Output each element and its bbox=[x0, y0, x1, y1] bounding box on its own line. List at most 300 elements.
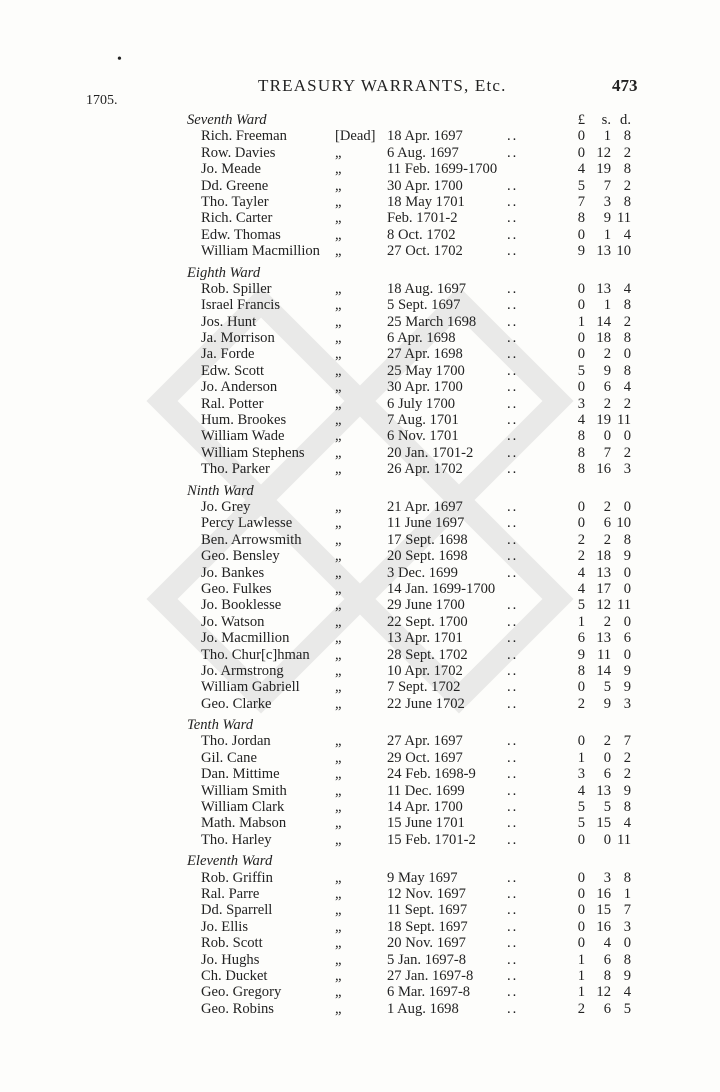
amount-shillings: 12 bbox=[596, 144, 611, 161]
amount-shillings: 13 bbox=[596, 564, 611, 581]
warrant-date: 9 May 1697 bbox=[387, 869, 458, 886]
warrant-row bbox=[185, 630, 640, 646]
payee-name: Geo. Robins bbox=[201, 1000, 274, 1017]
amount-pence: 11 bbox=[616, 210, 631, 227]
warrant-date: 21 Apr. 1697 bbox=[387, 498, 463, 515]
amount-pounds: 8 bbox=[577, 210, 585, 227]
ditto-mark: „ bbox=[335, 799, 342, 816]
amount-shillings: 6 bbox=[603, 379, 611, 396]
amount-pounds: 1 bbox=[577, 749, 585, 766]
payee-name: Jo. Anderson bbox=[201, 379, 278, 396]
warrant-row bbox=[185, 297, 640, 313]
leader-dots: .. bbox=[507, 695, 519, 712]
ditto-mark: „ bbox=[335, 226, 342, 243]
warrant-row bbox=[185, 412, 640, 428]
payee-name: Gil. Cane bbox=[201, 749, 257, 766]
page-number: 473 bbox=[612, 76, 638, 95]
amount-shillings: 13 bbox=[596, 243, 611, 260]
amount-pounds: 2 bbox=[577, 531, 585, 548]
ditto-mark: „ bbox=[335, 444, 342, 461]
amount-pounds: 1 bbox=[577, 984, 585, 1001]
amount-pounds: 8 bbox=[577, 428, 585, 445]
payee-name: Edw. Thomas bbox=[201, 226, 281, 243]
ditto-mark: „ bbox=[335, 280, 342, 297]
ditto-mark: „ bbox=[335, 695, 342, 712]
amount-pounds: 0 bbox=[577, 144, 585, 161]
leader-dots: .. bbox=[507, 297, 519, 314]
amount-pence: 2 bbox=[623, 749, 631, 766]
amount-pence: 8 bbox=[623, 869, 631, 886]
warrant-row bbox=[185, 128, 640, 144]
leader-dots: .. bbox=[507, 935, 519, 952]
amount-shillings: 7 bbox=[603, 177, 611, 194]
warrant-row bbox=[185, 663, 640, 679]
amount-pence: 9 bbox=[623, 548, 631, 565]
warrant-row bbox=[185, 902, 640, 918]
warrant-row bbox=[185, 832, 640, 848]
warrant-date: 11 Dec. 1699 bbox=[387, 782, 465, 799]
amount-pounds: 0 bbox=[577, 297, 585, 314]
amount-pounds: 1 bbox=[577, 313, 585, 330]
amount-pence: 8 bbox=[623, 297, 631, 314]
warrant-row bbox=[185, 647, 640, 663]
payee-name: Jo. Meade bbox=[201, 161, 261, 178]
warrant-date: 27 Oct. 1702 bbox=[387, 243, 463, 260]
amount-pence: 3 bbox=[623, 695, 631, 712]
payee-name: Row. Davies bbox=[201, 144, 276, 161]
leader-dots: .. bbox=[507, 226, 519, 243]
leader-dots: .. bbox=[507, 210, 519, 227]
leader-dots: .. bbox=[507, 885, 519, 902]
warrant-row bbox=[185, 696, 640, 712]
ditto-mark: „ bbox=[335, 815, 342, 832]
amount-pence: 11 bbox=[616, 831, 631, 848]
payee-name: William Gabriell bbox=[201, 679, 300, 696]
leader-dots: .. bbox=[507, 515, 519, 532]
warrant-date: 15 June 1701 bbox=[387, 815, 465, 832]
leader-dots: .. bbox=[507, 679, 519, 696]
leader-dots: .. bbox=[507, 346, 519, 363]
warrant-row bbox=[185, 597, 640, 613]
payee-name: Geo. Fulkes bbox=[201, 580, 272, 597]
leader-dots: .. bbox=[507, 144, 519, 161]
amount-pence: 3 bbox=[623, 461, 631, 478]
warrant-date: Feb. 1701-2 bbox=[387, 210, 458, 227]
warrant-row bbox=[185, 363, 640, 379]
warrant-date: 11 Sept. 1697 bbox=[387, 902, 468, 919]
warrant-row bbox=[185, 346, 640, 362]
ditto-mark: „ bbox=[335, 869, 342, 886]
payee-name: Math. Mabson bbox=[201, 815, 287, 832]
amount-shillings: 2 bbox=[603, 498, 611, 515]
ditto-mark: „ bbox=[335, 548, 342, 565]
amount-shillings: 3 bbox=[603, 193, 611, 210]
ditto-mark: „ bbox=[335, 918, 342, 935]
amount-pence: 2 bbox=[623, 395, 631, 412]
amount-shillings: 16 bbox=[596, 918, 611, 935]
warrant-row bbox=[185, 733, 640, 749]
warrant-row bbox=[185, 870, 640, 886]
warrant-date: 29 Oct. 1697 bbox=[387, 749, 463, 766]
warrant-row bbox=[185, 783, 640, 799]
amount-pounds: 4 bbox=[577, 580, 585, 597]
amount-pence: 4 bbox=[623, 226, 631, 243]
ditto-mark: „ bbox=[335, 177, 342, 194]
amount-pence: 3 bbox=[623, 918, 631, 935]
amount-pounds: 0 bbox=[577, 226, 585, 243]
warrant-row bbox=[185, 396, 640, 412]
amount-pence: 8 bbox=[623, 531, 631, 548]
leader-dots: .. bbox=[507, 815, 519, 832]
warrant-row bbox=[185, 614, 640, 630]
amount-shillings: 1 bbox=[603, 226, 611, 243]
amount-pence: 5 bbox=[623, 1000, 631, 1017]
ditto-mark: „ bbox=[335, 564, 342, 581]
amount-pence: 0 bbox=[623, 346, 631, 363]
amount-shillings: 13 bbox=[596, 782, 611, 799]
amount-pounds: 3 bbox=[577, 766, 585, 783]
warrant-date: 18 Aug. 1697 bbox=[387, 280, 467, 297]
amount-pounds: 0 bbox=[577, 379, 585, 396]
leader-dots: .. bbox=[507, 646, 519, 663]
amount-pounds: 4 bbox=[577, 161, 585, 178]
ditto-mark: „ bbox=[335, 782, 342, 799]
amount-shillings: 19 bbox=[596, 161, 611, 178]
warrant-date: 6 July 1700 bbox=[387, 395, 456, 412]
amount-pounds: 2 bbox=[577, 1000, 585, 1017]
ditto-mark: „ bbox=[335, 967, 342, 984]
amount-pence: 4 bbox=[623, 280, 631, 297]
warrant-date: 14 Jan. 1699-1700 bbox=[387, 580, 496, 597]
amount-shillings: 2 bbox=[603, 531, 611, 548]
leader-dots: .. bbox=[507, 128, 519, 145]
warrant-row bbox=[185, 815, 640, 831]
amount-pounds: 3 bbox=[577, 395, 585, 412]
ditto-mark: „ bbox=[335, 646, 342, 663]
warrant-date: 25 March 1698 bbox=[387, 313, 477, 330]
payee-name: Tho. Jordan bbox=[201, 733, 271, 750]
amount-shillings: 14 bbox=[596, 662, 611, 679]
warrant-row bbox=[185, 968, 640, 984]
warrant-date: 6 Nov. 1701 bbox=[387, 428, 459, 445]
amount-pounds: 0 bbox=[577, 869, 585, 886]
ditto-mark: „ bbox=[335, 412, 342, 429]
amount-pence: 8 bbox=[623, 128, 631, 145]
amount-pence: 0 bbox=[623, 613, 631, 630]
warrant-date: 3 Dec. 1699 bbox=[387, 564, 458, 581]
payee-name: Jo. Hughs bbox=[201, 951, 260, 968]
warrant-date: 18 May 1701 bbox=[387, 193, 465, 210]
warrant-date: 11 Feb. 1699-1700 bbox=[387, 161, 498, 178]
amount-shillings: 6 bbox=[603, 1000, 611, 1017]
amount-pounds: 0 bbox=[577, 679, 585, 696]
payee-name: William Macmillion bbox=[201, 243, 320, 260]
amount-shillings: 0 bbox=[603, 428, 611, 445]
payee-name: Geo. Clarke bbox=[201, 695, 272, 712]
warrant-date: 20 Nov. 1697 bbox=[387, 935, 466, 952]
warrant-row bbox=[185, 330, 640, 346]
warrant-row bbox=[185, 984, 640, 1000]
payee-name: Edw. Scott bbox=[201, 362, 265, 379]
amount-shillings: 18 bbox=[596, 548, 611, 565]
amount-pence: 4 bbox=[623, 815, 631, 832]
amount-pounds: 0 bbox=[577, 902, 585, 919]
warrant-date: 27 Jan. 1697-8 bbox=[387, 967, 474, 984]
amount-pounds: 1 bbox=[577, 951, 585, 968]
leader-dots: .. bbox=[507, 831, 519, 848]
amount-shillings: 12 bbox=[596, 984, 611, 1001]
amount-shillings: 15 bbox=[596, 815, 611, 832]
payee-name: Rob. Spiller bbox=[201, 280, 272, 297]
warrant-date: 7 Aug. 1701 bbox=[387, 412, 459, 429]
leader-dots: .. bbox=[507, 951, 519, 968]
warrant-row bbox=[185, 445, 640, 461]
warrant-date: 14 Apr. 1700 bbox=[387, 799, 463, 816]
leader-dots: .. bbox=[507, 330, 519, 347]
amount-pounds: 5 bbox=[577, 362, 585, 379]
ward-section bbox=[185, 112, 640, 260]
amount-shillings: 1 bbox=[603, 297, 611, 314]
amount-pounds: 1 bbox=[577, 967, 585, 984]
ditto-mark: „ bbox=[335, 428, 342, 445]
warrant-row bbox=[185, 243, 640, 259]
warrant-row bbox=[185, 281, 640, 297]
leader-dots: .. bbox=[507, 564, 519, 581]
warrant-row bbox=[185, 515, 640, 531]
amount-pence: 0 bbox=[623, 564, 631, 581]
warrant-date: 24 Feb. 1698-9 bbox=[387, 766, 476, 783]
warrant-date: 12 Nov. 1697 bbox=[387, 885, 466, 902]
warrant-date: 7 Sept. 1702 bbox=[387, 679, 461, 696]
ditto-mark: „ bbox=[335, 613, 342, 630]
leader-dots: .. bbox=[507, 766, 519, 783]
pence-header: d. bbox=[620, 112, 631, 128]
leader-dots: .. bbox=[507, 177, 519, 194]
warrant-date: 22 Sept. 1700 bbox=[387, 613, 468, 630]
amount-shillings: 16 bbox=[596, 461, 611, 478]
warrant-row bbox=[185, 532, 640, 548]
ward-title: Ninth Ward bbox=[187, 482, 254, 499]
warrant-row bbox=[185, 227, 640, 243]
payee-name: Israel Francis bbox=[201, 297, 281, 314]
warrant-date: 5 Sept. 1697 bbox=[387, 297, 461, 314]
payee-name: Dan. Mittime bbox=[201, 766, 280, 783]
amount-pence: 8 bbox=[623, 161, 631, 178]
amount-pence: 11 bbox=[616, 597, 631, 614]
warrant-row bbox=[185, 919, 640, 935]
amount-pence: 4 bbox=[623, 984, 631, 1001]
warrant-row bbox=[185, 750, 640, 766]
ditto-mark: „ bbox=[335, 531, 342, 548]
amount-pounds: 9 bbox=[577, 646, 585, 663]
ditto-mark: „ bbox=[335, 580, 342, 597]
leader-dots: .. bbox=[507, 280, 519, 297]
amount-shillings: 5 bbox=[603, 799, 611, 816]
amount-shillings: 9 bbox=[603, 210, 611, 227]
ditto-mark: „ bbox=[335, 193, 342, 210]
leader-dots: .. bbox=[507, 613, 519, 630]
amount-pounds: 2 bbox=[577, 548, 585, 565]
amount-pence: 8 bbox=[623, 362, 631, 379]
amount-pence: 10 bbox=[616, 515, 631, 532]
amount-pounds: 4 bbox=[577, 564, 585, 581]
amount-pence: 2 bbox=[623, 313, 631, 330]
leader-dots: .. bbox=[507, 243, 519, 260]
warrant-row bbox=[185, 461, 640, 477]
leader-dots: .. bbox=[507, 1000, 519, 1017]
payee-name: William Wade bbox=[201, 428, 285, 445]
payee-name: Ben. Arrowsmith bbox=[201, 531, 302, 548]
amount-pounds: 8 bbox=[577, 444, 585, 461]
payee-name: Tho. Tayler bbox=[201, 193, 269, 210]
amount-shillings: 6 bbox=[603, 515, 611, 532]
amount-pounds: 0 bbox=[577, 515, 585, 532]
payee-name: Rob. Scott bbox=[201, 935, 263, 952]
amount-pence: 9 bbox=[623, 679, 631, 696]
warrant-row bbox=[185, 581, 640, 597]
ditto-mark: „ bbox=[335, 662, 342, 679]
leader-dots: .. bbox=[507, 412, 519, 429]
amount-pounds: 5 bbox=[577, 799, 585, 816]
amount-pence: 0 bbox=[623, 646, 631, 663]
ditto-mark: „ bbox=[335, 461, 342, 478]
leader-dots: .. bbox=[507, 967, 519, 984]
payee-name: Rob. Griffin bbox=[201, 869, 273, 886]
amount-pounds: 0 bbox=[577, 885, 585, 902]
ditto-mark: „ bbox=[335, 144, 342, 161]
payee-name: Rich. Carter bbox=[201, 210, 273, 227]
warrant-row bbox=[185, 935, 640, 951]
ward-section bbox=[185, 853, 640, 1017]
warrant-row bbox=[185, 952, 640, 968]
ward-title: Tenth Ward bbox=[187, 717, 254, 734]
amount-pounds: 0 bbox=[577, 918, 585, 935]
amount-pence: 6 bbox=[623, 630, 631, 647]
warrant-date: 6 Mar. 1697-8 bbox=[387, 984, 471, 1001]
ditto-mark: „ bbox=[335, 902, 342, 919]
payee-name: William Stephens bbox=[201, 444, 305, 461]
payee-name: Jos. Hunt bbox=[201, 313, 257, 330]
payee-name: Dd. Greene bbox=[201, 177, 269, 194]
leader-dots: .. bbox=[507, 379, 519, 396]
ditto-mark: [Dead] bbox=[335, 128, 376, 145]
warrant-date: 22 June 1702 bbox=[387, 695, 465, 712]
amount-pence: 9 bbox=[623, 782, 631, 799]
ditto-mark: „ bbox=[335, 831, 342, 848]
payee-name: Geo. Gregory bbox=[201, 984, 282, 1001]
warrant-row bbox=[185, 565, 640, 581]
amount-shillings: 9 bbox=[603, 362, 611, 379]
warrant-date: 27 Apr. 1697 bbox=[387, 733, 463, 750]
warrant-date: 13 Apr. 1701 bbox=[387, 630, 463, 647]
amount-pence: 2 bbox=[623, 444, 631, 461]
ditto-mark: „ bbox=[335, 1000, 342, 1017]
amount-pounds: 8 bbox=[577, 461, 585, 478]
amount-pounds: 8 bbox=[577, 662, 585, 679]
amount-pounds: 0 bbox=[577, 346, 585, 363]
amount-shillings: 8 bbox=[603, 967, 611, 984]
amount-pounds: 5 bbox=[577, 597, 585, 614]
warrant-row bbox=[185, 886, 640, 902]
leader-dots: .. bbox=[507, 662, 519, 679]
ditto-mark: „ bbox=[335, 395, 342, 412]
warrant-row bbox=[185, 499, 640, 515]
amount-pence: 8 bbox=[623, 951, 631, 968]
payee-name: Ral. Potter bbox=[201, 395, 264, 412]
amount-shillings: 2 bbox=[603, 346, 611, 363]
leader-dots: .. bbox=[507, 193, 519, 210]
ditto-mark: „ bbox=[335, 379, 342, 396]
warrant-date: 29 June 1700 bbox=[387, 597, 465, 614]
amount-pounds: 0 bbox=[577, 935, 585, 952]
payee-name: Jo. Armstrong bbox=[201, 662, 284, 679]
payee-name: Dd. Sparrell bbox=[201, 902, 273, 919]
payee-name: Jo. Macmillion bbox=[201, 630, 290, 647]
warrant-row bbox=[185, 210, 640, 226]
amount-pounds: 7 bbox=[577, 193, 585, 210]
amount-pounds: 5 bbox=[577, 815, 585, 832]
ditto-mark: „ bbox=[335, 733, 342, 750]
amount-pounds: 0 bbox=[577, 498, 585, 515]
amount-pounds: 2 bbox=[577, 695, 585, 712]
amount-pounds: 0 bbox=[577, 280, 585, 297]
warrant-date: 26 Apr. 1702 bbox=[387, 461, 463, 478]
leader-dots: .. bbox=[507, 395, 519, 412]
leader-dots: .. bbox=[507, 749, 519, 766]
amount-pence: 0 bbox=[623, 428, 631, 445]
amount-shillings: 14 bbox=[596, 313, 611, 330]
leader-dots: .. bbox=[507, 498, 519, 515]
stray-mark: • bbox=[117, 52, 122, 67]
ditto-mark: „ bbox=[335, 346, 342, 363]
leader-dots: .. bbox=[507, 461, 519, 478]
amount-pounds: 9 bbox=[577, 243, 585, 260]
amount-pence: 2 bbox=[623, 766, 631, 783]
ward-section bbox=[185, 265, 640, 478]
warrant-date: 20 Jan. 1701-2 bbox=[387, 444, 474, 461]
amount-pence: 0 bbox=[623, 580, 631, 597]
amount-shillings: 13 bbox=[596, 280, 611, 297]
amount-pence: 7 bbox=[623, 902, 631, 919]
payee-name: Percy Lawlesse bbox=[201, 515, 293, 532]
leader-dots: .. bbox=[507, 918, 519, 935]
warrant-date: 6 Apr. 1698 bbox=[387, 330, 456, 347]
warrant-date: 11 June 1697 bbox=[387, 515, 465, 532]
warrant-date: 25 May 1700 bbox=[387, 362, 465, 379]
warrant-date: 6 Aug. 1697 bbox=[387, 144, 459, 161]
amount-shillings: 19 bbox=[596, 412, 611, 429]
warrant-date: 20 Sept. 1698 bbox=[387, 548, 468, 565]
leader-dots: .. bbox=[507, 531, 519, 548]
amount-shillings: 9 bbox=[603, 695, 611, 712]
warrant-row bbox=[185, 145, 640, 161]
amount-shillings: 12 bbox=[596, 597, 611, 614]
warrant-date: 30 Apr. 1700 bbox=[387, 177, 463, 194]
warrant-date: 17 Sept. 1698 bbox=[387, 531, 468, 548]
amount-pence: 8 bbox=[623, 193, 631, 210]
warrant-date: 10 Apr. 1702 bbox=[387, 662, 463, 679]
payee-name: Ral. Parre bbox=[201, 885, 260, 902]
payee-name: Tho. Chur[c]hman bbox=[201, 646, 310, 663]
amount-shillings: 1 bbox=[603, 128, 611, 145]
ditto-mark: „ bbox=[335, 749, 342, 766]
amount-shillings: 7 bbox=[603, 444, 611, 461]
payee-name: Jo. Booklesse bbox=[201, 597, 282, 614]
ditto-mark: „ bbox=[335, 984, 342, 1001]
ditto-mark: „ bbox=[335, 597, 342, 614]
warrant-date: 1 Aug. 1698 bbox=[387, 1000, 459, 1017]
leader-dots: .. bbox=[507, 984, 519, 1001]
